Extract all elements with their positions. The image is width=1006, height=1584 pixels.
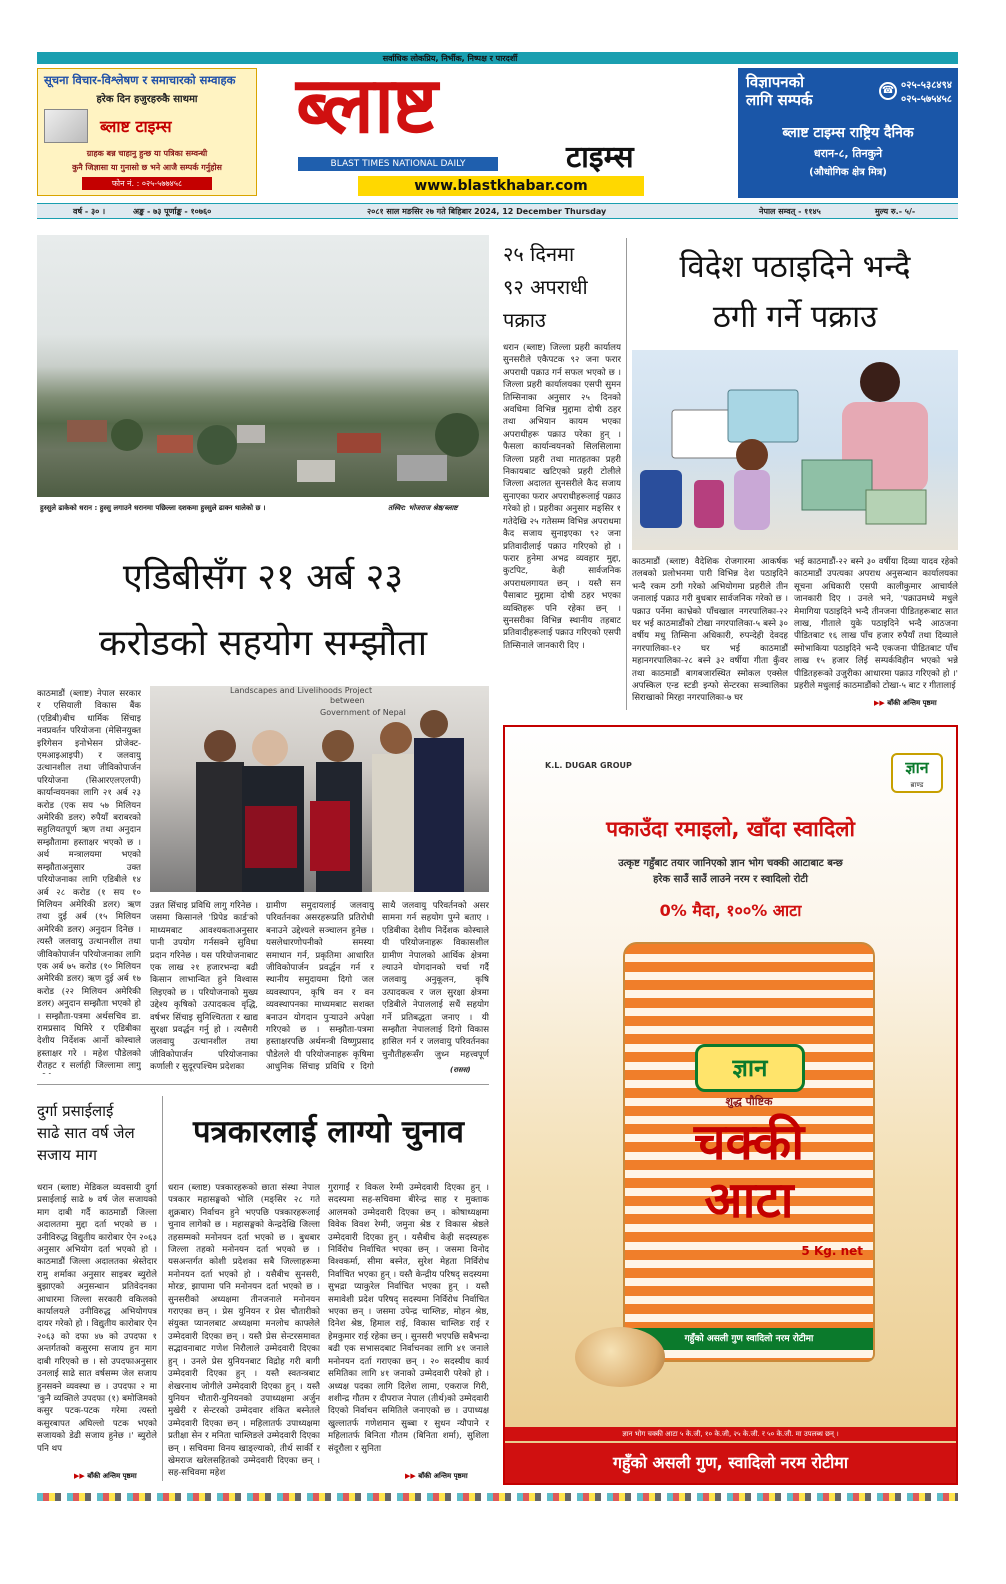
issue-year: वर्ष - ३० । xyxy=(73,207,106,216)
gyan-atta-advertisement xyxy=(503,725,958,1485)
newspaper-stack-icon xyxy=(44,109,88,143)
left-promo-line2: हरेक दिन हजुरहरुकै साथमा xyxy=(96,94,198,105)
adb-photo-banner-l3: Government of Nepal xyxy=(320,708,406,717)
ad-brand-logo-text: ज्ञान xyxy=(905,758,929,777)
ad-badge: 0% मैदा, १००% आटा xyxy=(659,901,802,920)
story-adb-headline xyxy=(37,545,489,677)
story-adb-col4: साथै जलवायु परिवर्तनको असर सामना गर्न सहयोग पुग्ने बताए । एडिबीका देशीय निर्देशक कोस्चाले यी परियोजनाहरू विकासशील ग्रामीण नेपालको आर्थिक क्षेत्रमा ल्याउने योगदानको चर्चा गर्दै जलवायु अनुकूलन, कृषि उत्पादकत्व र जल सुरक्षा क्षेत्रमा एडिबीले नेपाललाई सधैं सहयोग गर्ने प्रतिबद्धता जनाए । यी सम्झौता नेपाललाई दिगो विकास हासिल गर्न र जलवायु परिवर्तनका चुनौतीहरूसँग जुध्न महत्त्वपूर्ण xyxy=(382,901,489,1060)
officials-illustration xyxy=(150,686,489,892)
story-25days-headline xyxy=(503,238,621,337)
story-25days-body: धरान (ब्लाष्ट) जिल्ला प्रहरी कार्यालय सुनसरीले एकैपटक ९२ जना फरार अपराधी पक्राउ गर्न सफल भएको छ । जिल्ला प्रहरी कार्यालयका एसपी सुमन तिम्सिनाका अनुसार २५ दिनको अवधिमा विभिन्न मुद्दामा दोषी ठहर तथा अभियान कायम भएका अपराधीहरू पक्राउ परेका हुन् । फैसला कार्यान्वयनको सिलसिलामा जिल्ला प्रहरी तथा मातहतका प्रहरी निकायबाट खटिएको प्रहरी टोलीले जिल्ला अदालत सुनसरीले कैद सजाय सुनाएका फरार अपराधीहरूलाई पक्राउ गरेको हो । प्रहरीका अनुसार मङ्सिर १ गतेदेखि २५ गतेसम्म विभिन्न अपराधमा कैद सजाय सुनाइएका ९२ जना प्रतिवादीलाई पक्राउ गरिएको हो । फरार हुनेमा अभद्र व्यवहार मुद्दा, कुटपिट, केही सार्वजनिक अपराधलगायत छन् । यस्तै सन पैसाबाट मुद्दामा दोषी ठहर भएका व्यक्तिहरू पनि रहेका छन् । सुनसरीका विभिन्न स्थानीय तहबाट प्रतिवादीहरूलाई पक्राउ गरिएको एसपी तिम्सिनाले जानकारी दिए । xyxy=(503,343,621,651)
section-divider xyxy=(37,1084,489,1085)
town-scene-illustration xyxy=(37,235,489,497)
right-advert-address: धरान-८, तिनकुने xyxy=(813,147,883,160)
left-promo-line1: सूचना विचार-विश्लेषण र समाचारको सम्वाहक xyxy=(44,73,236,87)
right-advert-box xyxy=(738,68,958,198)
story-foreign-headline xyxy=(632,242,958,342)
issue-date: २०८१ साल मङसिर २७ गते बिहिबार 2024, 12 December Thursday xyxy=(367,207,607,216)
double-arrow-icon: ▶▶ xyxy=(874,699,885,707)
story-durga-headline-line1: दुर्गा प्रसाईलाई xyxy=(37,1102,114,1120)
story-adb-col3: ग्रामीण समुदायलाई जलवायु परिवर्तनका असरहरूप्रति प्रतिरोधी बनाउने उद्देश्यले सञ्चालन हुनेछ । यसलेधारणोपनीको समस्या समाधान गर्न, प्रकृतिमा आधारित जीविकोपार्जन प्रवर्द्धन गर्न र स्थानीय समुदायमा दिगो जल व्यवस्थापन, कृषि वन र वन व्यवस्थापनका माध्यमबाट सशक्त बनाउन योगदान पुऱ्याउने अपेक्षा गरिएको छ । सम्झौता-पत्रमा हस्ताक्षरपछि अर्थमन्त्री विष्णुप्रसाद पौडेलले यी परियोजनाहरू कृषिमा आधुनिक सिंचाइ प्रविधि र दिगो xyxy=(266,901,374,1073)
story-adb-headline-line2: करोडको सहयोग सम्झौता xyxy=(98,623,428,664)
ad-footer-slogan: गहुँको असली गुण, स्वादिलो नरम रोटीमा xyxy=(505,1443,956,1483)
atta-bag-main-line2: आटा xyxy=(704,1171,794,1229)
ad-line1: उत्कृष्ट गहुँबाट तयार जानिएको ज्ञान भोग चक्की आटाबाट बन्छ xyxy=(618,858,843,869)
story-election-continued-label: बाँकी अन्तिम पृष्ठमा xyxy=(418,1472,468,1480)
story-foreign-body-left: काठमाडौं (ब्लाष्ट) वैदेशिक रोजगारमा आकर्षक तलबको प्रलोभनमा पारी विभिन्न देश पठाइदिने भन्दै रकम ठगी गरेको अभियोगमा प्रहरीले तीन जनालाई पक्राउ गरी बुधबार सार्वजनिक गरेको छ । पक्राउ पर्नेमा काभ्रेको पाँचखाल नगरपालिका-२२ घर भई काठमाडौंको टोखा नगरपालिका-५ बस्ने ३० वर्षीय मधु तिम्सिना अधिकारी, रुपन्देही देवदह नगरपालिका-१२ घर भई काठमाडौं महानगरपालिका-२८ बस्ने ३२ वर्षीया गीता कुँवर तथा काठमाडौं बागबजारस्थित स्मोकल एक्सेल अपस्किल एन्ड स्टडी इन्फो सेन्टरका सञ्चालिका सिराखाको मिरहा नगरपालिका-७ घर xyxy=(632,557,788,704)
story-25days-headline-line3: पक्राउ xyxy=(503,308,546,332)
right-advert-line2: लागि सम्पर्क xyxy=(746,91,813,109)
column-divider xyxy=(162,1096,163,1481)
story-election-headline: पत्रकारलाई लाग्यो चुनाव xyxy=(192,1114,464,1150)
left-promo-line4: कुनै जिज्ञासा या गुनासो छ भने आजै सम्पर्क गर्नुहोस xyxy=(72,163,222,172)
left-promo-line3: ग्राहक बन्न चाहानु हुन्छ या पत्रिका सम्वन्धी xyxy=(86,149,208,158)
story-foreign-headline-line2: ठगी गर्ने पक्राउ xyxy=(712,299,878,335)
ad-address: ज्ञान भोग चक्की आटा ५ के.जी, १० के.जी, २५ के.जी. र ५० के.जी. मा उपलब्ध छन् । xyxy=(505,1427,956,1441)
right-advert-line1: विज्ञापनको xyxy=(746,73,804,91)
story-adb-agency: (रासस) xyxy=(450,1066,471,1074)
right-advert-phone2: ०२५-५७५४५८ xyxy=(901,94,952,105)
issue-price: मुल्य रु.- ५/- xyxy=(875,207,916,216)
story-foreign-body-right: भई काठमाडौं-२२ बस्ने ३० वर्षीया दिव्या यादव रहेको काठमाडौं उपत्यका अपराध अनुसन्धान कार्यालयका सूचना अधिकारी एसपी कालीकुमार आचार्यले जानकारी दिए । उनले भने, 'पक्राउमध्ये मधुले मेमागिया पठाइदिने भन्दै तीनजना पीडितहरूबाट सात लाख, गीताले युके पठाइदिने भन्दै आठजना पीडितबाट १६ लाख पाँच हजार रुपैयाँ तथा दिव्याले स्मोभाकिया पठाइदिने भन्दै एकजना पीडितबाट पाँच लाख १५ हजार लिई सम्पर्कविहीन भएको भन्ने पीडितहरूको उजुरीका आधारमा पक्राउ गरिएको हो ।' प्रहरीले मधुलाई काठमाडौंको टोखा-५ बाट र गीतालाई xyxy=(794,557,958,692)
issue-info-bar xyxy=(37,203,958,219)
atta-bag-bottom-band: गहुँको असली गुण स्वादिलो नरम रोटीमा xyxy=(625,1328,873,1350)
color-registration-marks xyxy=(37,1493,958,1501)
story-election-continued[interactable] xyxy=(405,1472,495,1481)
migration-scam-illustration xyxy=(632,350,958,550)
story-foreign-headline-line1: विदेश पठाइदिने भन्दै xyxy=(679,249,911,285)
story-durga-headline xyxy=(37,1100,157,1166)
issue-nepal-sambat: नेपाल सम्वत् - ११४५ xyxy=(759,207,821,216)
right-advert-landmark: (औधोगिक क्षेत्र मित्र) xyxy=(809,167,887,178)
story-25days-headline-line1: २५ दिनमा xyxy=(503,242,575,266)
story-25days-headline-line2: ९२ अपराधी xyxy=(503,275,588,299)
story-election-col1: धरान (ब्लाष्ट) पत्रकारहरूको छाता संस्था नेपाल पत्रकार महासङ्घको भोलि (मङ्सिर २८ गते शुक्रबार) निर्वाचन हुने भएपछि पत्रकारहरूलाई चुनाव लागेको छ । महासङ्घको केन्द्रदेखि जिल्ला तहसम्मको मनोनयन दर्ता भएको छ । बुधबार जिल्ला तहको मनोनयन दर्ता भएको छ । यसअन्तर्गत कोशी प्रदेशका सबै जिल्लाहरूमा मनोनयन दर्ता भएको हो । यसैबीच सुनसरी, मोरङ, झापामा पनि मनोनयन दर्ता भएको छ । सुनसरीको अध्यक्षमा तीनजनाले मनोनयन गराएका छन् । प्रेस युनियन र प्रेस चौतारीको संयुक्त प्यानलबाट अध्यक्षमा मनलोच काफ्लेले उम्मेदवारी दिएका छन् । यस्तै प्रेस सेन्टरसमावत सद्भावनाबाट गणेश निरौलाले उम्मेदवारी दिएका हुन् । उनले प्रेस युनियनबाट विद्रोह गरी बागी उम्मेदवारी दिएका हुन् । यस्तै स्वतन्त्रबाट शेखरनाथ जोगीले उम्मेदवारी दिएका हुन् । यस्तै युनियन चौतारी-युनियनको उपाध्यक्षमा अर्जुन मुखेरी र सेन्टरको उम्मेदवार शंकित बस्नेतले उम्मेदवारी दिएका छन् । महिलातर्फ उपाध्यक्षमा प्रतीक्षा सेन र मनिता चाम्लिङले उम्मेदवारी दिएका छन् । सचिवमा विनय खाङ्ल्याको, तीर्थ सार्की र खेमराज खरेलसहितको उम्मेदवारी दिएका छन् । सह-सचिवमा महेश xyxy=(168,1183,320,1478)
logo-wordmark: ब्लाष्ट xyxy=(296,61,436,151)
story-adb-col1: काठमाडौं (ब्लाष्ट) नेपाल सरकार र एसियाली विकास बैंक (एडिबी)बीच धार्मिक सिंचाइ नवप्रवर्तन परियोजना (मेसिनयुक्त इरिगेसन इनोभेसन प्रोजेक्ट-एमआइआइपी) र जलवायु उत्थानशील तथा जीविकोपार्जन परियोजना (सिआरएलएलपी) कार्यान्वयनका लागि २१ अर्ब २३ करोड (एक सय ५७ मिलियन अमेरिकी डलर) रुपैयाँ बराबरको सहुलियतपूर्ण ऋण तथा अनुदान सम्झौतामा हस्ताक्षर भएको छ । अर्थ मन्त्रालयमा भएको सम्झौताअनुसार उक्त परियोजनाका लागि एडिबीले १४ अर्ब २८ करोड (१ सय १० मिलियन अमेरिकी डलर) ऋण तथा दुई अर्ब (१५ मिलियन अमेरिकी डलर) अनुदान दिनेछ । त्यस्तै जलवायु उत्थानशील तथा जीविकोपार्जन परियोजनाका लागि एक अर्ब ७५ करोड (१० मिलियन अमेरिकी डलर) ऋण दुई अर्ब १७ करोड (२२ मिलियन अमेरिकी डलर) अनुदान सम्झौता भएको हो । सम्झौता-पत्रमा अर्थसचिव डा. रामप्रसाद घिमिरे र एडिबीका देशीय निर्देशक आर्नो कोस्चाले हस्ताक्षर गरे । महेश पौडेलको रौतहट र सर्लाही जिल्लामा लागु xyxy=(37,689,141,1072)
story-foreign-continued[interactable] xyxy=(874,699,958,708)
atta-bag xyxy=(623,942,875,1362)
logo-sub: टाइम्स xyxy=(566,140,634,175)
column-divider xyxy=(626,238,627,710)
story-adb-headline-line1: एडिबीसँग २१ अर्ब २३ xyxy=(122,557,404,598)
bread-roti-image xyxy=(575,1327,665,1387)
story-durga-body: धरान (ब्लाष्ट) मेडिकल व्यवसायी दुर्गा प्रसाईलाई साढे ७ वर्ष जेल सजायको माग दाबी गर्दै काठमाडौं जिल्ला अदालतमा मुद्दा दर्ता भएको छ । उनीविरुद्ध विद्युतीय कारोबार ऐन २०६३ अनुसार अभियोग दर्ता भएको हो । काठमाडौं जिल्ला अदालतका श्रेस्तेदार रामु शर्माका अनुसार साइबर ब्युरोले बुझाएको अनुसन्धान प्रतिवेदनका आधारमा जिल्ला सरकारी वकिलको कार्यालयले उनीविरुद्ध अभियोगपत्र दायर गरेको हो । विद्युतीय कारोबार ऐन २०६३ को दफा ४७ को उपदफा १ अन्तर्गतको कसुरमा सजाय हुन माग दाबी गरिएको छ । सो उपदफाअनुसार उनलाई साढे सात वर्षसम्म जेल सजाय हुनसक्ने व्यवस्था छ । उपदफा २ मा 'कुनै व्यक्तिले उपदफा (१) बमोजिमको कसुर पटक-पटक गरेमा त्यस्तो कसुरबापत अघिल्लो पटक भएको सजायको डेढी सजाय हुनेछ ।' ब्युरोले पनि थप xyxy=(37,1183,157,1454)
ad-brand-logo xyxy=(891,753,943,793)
issue-number: अङ्क - ७३ पूर्णाङ्क - १०७६० xyxy=(133,207,212,216)
atta-bag-label-top: शुद्ध पौष्टिक xyxy=(725,1095,773,1108)
atta-bag-weight: 5 Kg. net xyxy=(801,1244,863,1258)
passport-illustration xyxy=(632,350,958,550)
left-promo-brand: ब्लाष्ट टाइम्स xyxy=(100,117,172,136)
top-news-photo xyxy=(37,235,489,497)
story-durga-continued-label: बाँकी अन्तिम पृष्ठमा xyxy=(87,1472,137,1480)
masthead-tagline: सर्वाधिक लोकप्रिय, निर्भीक, निष्पक्ष र पारदर्शी xyxy=(382,54,518,63)
adb-photo-banner-l2: between xyxy=(330,696,365,705)
story-durga-headline-line3: सजाय माग xyxy=(37,1146,97,1164)
ad-slogan: पकाउँदा रमाइलो, खाँदा स्वादिलो xyxy=(606,817,855,841)
story-durga-continued[interactable] xyxy=(74,1472,164,1481)
story-durga-headline-line2: साढे सात वर्ष जेल xyxy=(37,1124,135,1142)
top-photo-caption: हुस्सुले ढाकेको धरान : हुस्सु लगाउने धरानमा पछिल्ला दशकमा हुस्सुले ढाक्न थालेको छ । xyxy=(40,504,266,512)
double-arrow-icon: ▶▶ xyxy=(405,1472,416,1480)
phone-icon: ☎ xyxy=(879,82,897,100)
right-advert-brand: ब्लाष्ट टाइम्स राष्ट्रिय दैनिक xyxy=(782,125,914,141)
ad-group-label: K.L. DUGAR GROUP xyxy=(545,761,632,770)
masthead-website[interactable]: www.blastkhabar.com xyxy=(358,176,644,196)
atta-bag-main-line1: चक्की xyxy=(693,1113,805,1171)
ad-brand-logo-sub: ब्राण्ड xyxy=(910,781,924,789)
left-promo-box xyxy=(37,68,257,196)
story-foreign-continued-label: बाँकी अन्तिम पृष्ठमा xyxy=(887,699,937,707)
left-promo-phone: फोन नं. : ०२५-५७७४५८ xyxy=(82,177,212,190)
masthead-english-name: BLAST TIMES NATIONAL DAILY xyxy=(298,157,498,171)
ad-line2: हरेक साउँ साउँ लाउने नरम र स्वादिलो रोटी xyxy=(653,874,808,885)
adb-signing-photo xyxy=(150,686,489,892)
story-adb-col2: उन्नत सिंचाइ प्रविधि लागु गरिनेछ । जसमा किसानले 'प्रिपेड कार्ड'को माध्यमबाट आवश्यकताअनुसार पानी उपयोग गर्नसक्ने सुविधा प्रदान गरिनेछ । यस परियोजनाबाट एक लाख २१ हजारभन्दा बढी किसान लाभान्वित हुने विश्वास लिइएको छ । परियोजनाको मुख्य उद्देश्य कृषिको उत्पादकत्व वृद्धि, वर्षभर सिंचाइ सुनिश्चितता र खाद्य सुरक्षा प्रवर्द्धन गर्नु हो । त्यसैगरी जलवायु उत्थानशील तथा जीविकोपार्जन परियोजनाका कर्णाली र सुदूरपश्चिम प्रदेशका xyxy=(150,901,258,1073)
top-photo-credit: तस्विर: भोजराज श्रेष्ठ/ब्लाष्ट xyxy=(388,504,458,512)
right-advert-phone1: ०२५-५३८४९४ xyxy=(901,80,952,91)
double-arrow-icon: ▶▶ xyxy=(74,1472,85,1480)
adb-photo-banner-l1: Landscapes and Livelihoods Project xyxy=(230,686,373,695)
atta-bag-brand: ज्ञान xyxy=(732,1054,768,1082)
story-election-col2: गुरागाईं र विकल रेग्मी उम्मेदवारी दिएका हुन् । सदस्यमा सह-सचिवमा बीरेन्द्र साह र मुक्ताक आलमको उम्मेदवारी दिएका छन् । कोषाध्यक्षमा विवेक विवश रेग्मी, जमुना श्रेष्ठ र विकास श्रेष्ठले उम्मेदवारी दिएका हुन् । यसैबीच केही सदस्यहरू निर्विरोध निर्वाचित भएका छन् । जसमा विनोद विश्वकर्मा, सीमा बस्नेत, सुरेश मेहता निर्विरोध निर्वाचित भएका हुन् । यस्तै केन्द्रीय परिषद् सदस्यमा सुभद्रा प्याकुरेल निर्वाचित भएका हुन् । यस्तै समावेशी प्रदेश परिषद् सदस्यमा निर्विरोध निर्वाचित भएका छन् । जसमा उपेन्द्र चाम्लिङ, मोहन श्रेष्ठ, दिनेश श्रेष्ठ, हिमाल राई, विकास चाम्लिङ राई र हेमकुमार राई रहेका छन् । सुनसरी भएपछि सबैभन्दा बढी एक सभासदबाट निर्वाचनका लागि ४१ जनाले मनोनयन दर्ता गराएका छन् । २० सदस्यीय कार्य समितिका लागि ४१ जनाको उम्मेदवारी परेको हो । अध्यक्ष पदका लागि दिलेश लामा, एकराज गिरी, शशीन्द्र गौतम र दीपराज नेपाल (तीर्थ)को उम्मेदवारी दिएको निर्वाचन समितिले जनाएको छ । उपाध्यक्ष खुल्लातर्फ गणेशमान सुब्बा र सुधन न्यौपाने र महिलातर्फ बिनिता गौतम (बिनिता शर्मा), सुशिला संदूरौला र सुनिता xyxy=(328,1183,489,1454)
atta-bag-brand-panel xyxy=(695,1044,805,1092)
